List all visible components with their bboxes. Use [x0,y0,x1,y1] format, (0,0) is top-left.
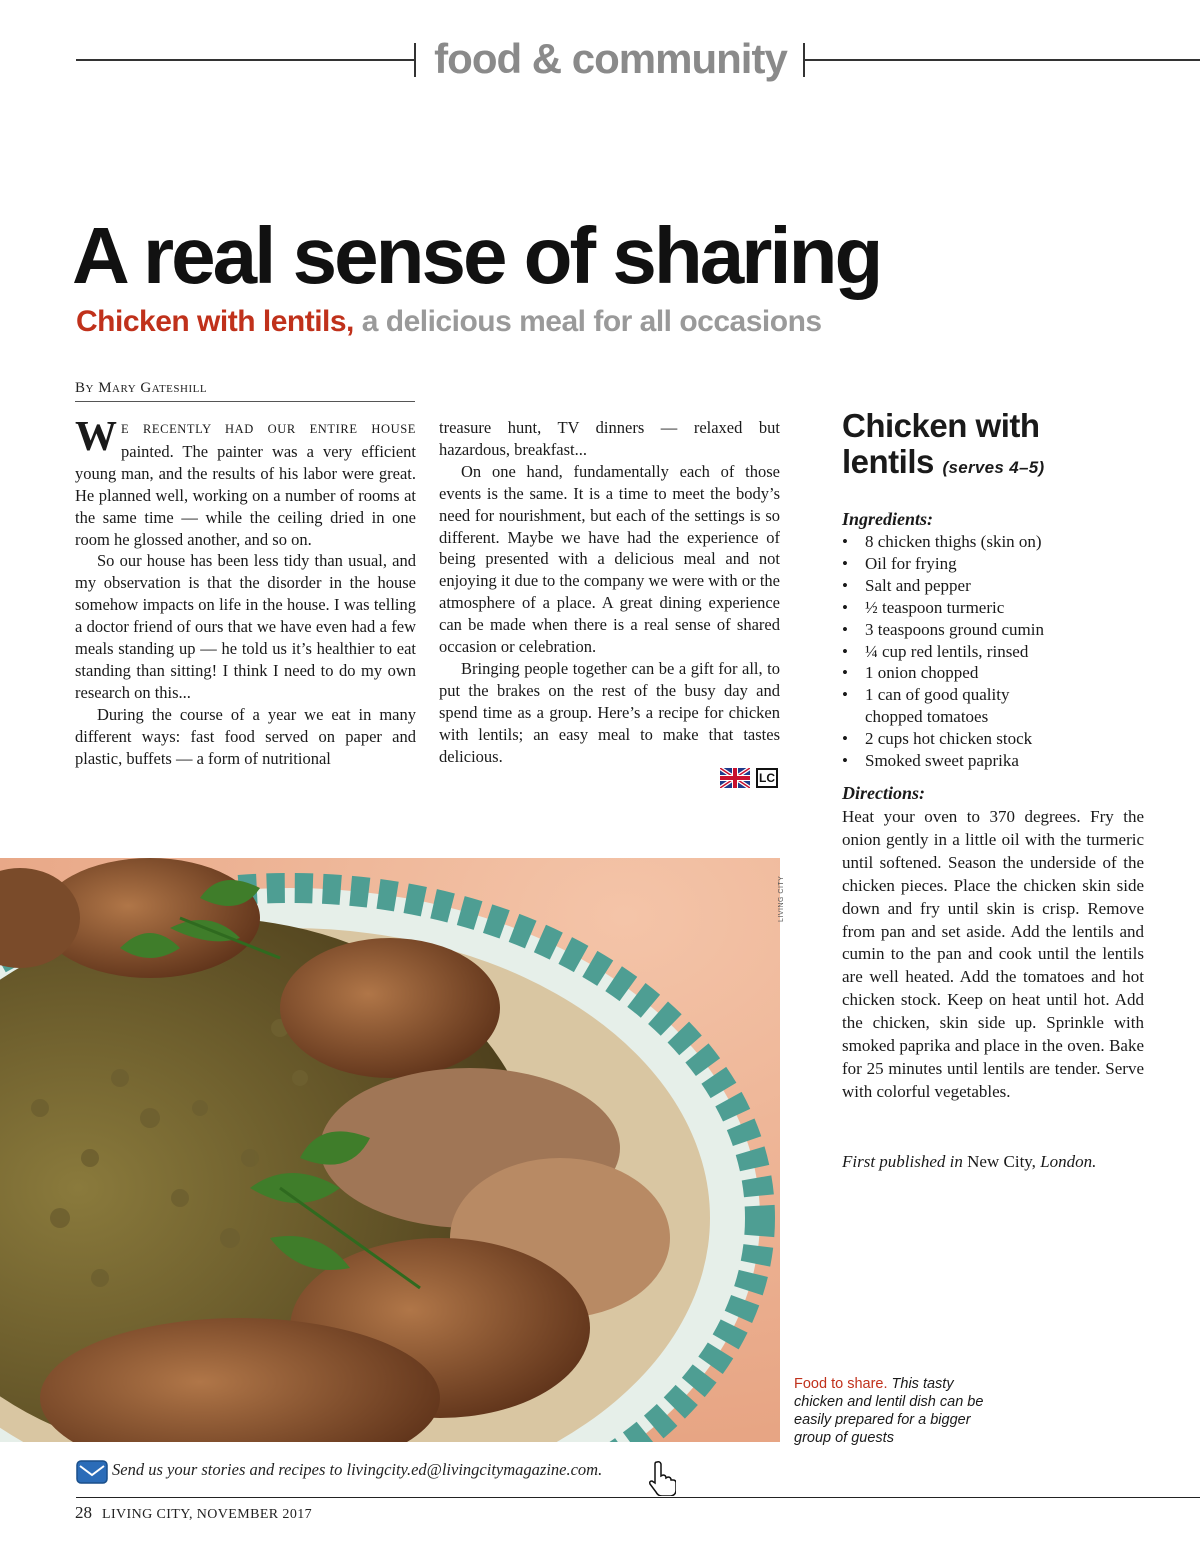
byline [75,380,415,402]
article-paragraph: On one hand, fundamentally each of those events is the same. It is a time to meet the body’s need for nourishment, but each of the settings is so different. Maybe we have had the experience of being presented with a delicious meal and not enjoying it due to the company we were with or the atmosphere of a place. A great dining experience can be made when there is a real sense of shared occasion or celebration. [439,461,780,657]
ingredients-label: Ingredients: [842,509,934,529]
article-paragraph: So our house has been less tidy than usual, and my observation is that the disorder in the house somehow impacts on life in the house. I was telling a doctor friend of ours that we have even had a few meals standing up — he told us it’s healthier to eat standing than sitting! I think I need to do my own research on this... [75,551,416,702]
recipe-title-word: lentils [842,443,934,480]
section-rule-right [805,59,1200,61]
photo-credit: LIVING CITY [778,875,785,922]
drop-cap: W [75,414,117,460]
ingredient-item: • 8 chicken thighs (skin on) [842,531,1142,553]
article-paragraph: Bringing people together can be a gift for all, to put the brakes on the rest of the busy day and spend time as a group. Here’s a recipe for chicken with lentils; an easy meal to make that tastes delicious. [439,658,780,766]
lead-in: E RECENTLY HAD OUR ENTIRE HOUSE [121,422,416,436]
article-paragraph [75,414,416,550]
folio [75,1503,312,1523]
ingredient-item: • ¼ cup red lentils, rinsed [842,641,1142,663]
headline: A real sense of sharing [72,211,881,300]
ingredient-item: • 1 can of good quality chopped tomatoes [842,684,1065,728]
ingredient-item: • Smoked sweet paprika [842,750,1142,772]
directions-label: Directions: [842,783,925,803]
byline-text: By Mary Gateshill [75,380,208,396]
published-place: London. [1040,1152,1097,1171]
article-paragraph: treasure hunt, TV dinners — relaxed but hazardous, breakfast... [439,418,780,459]
recipe-title [842,408,1172,486]
directions-text: Heat your oven to 370 degrees. Fry the onion gently in a little oil with the turmeric until softened. Season the underside of the chicken pieces. Place the chicken skin side down and fry until skin is crisp. Remove from pan and set aside. Add the lentils and cumin to the pan and cook until the lentils are well heated. Add the tomatoes and hot chicken stock. Keep on heat until hot. Add the chicken, skin side up. Sprinkle with smoked paprika and place in the oven. Bake for 25 minutes until lentils are tender. Serve with colorful vegetables. [842,807,1144,1101]
footer-rule [76,1497,1200,1498]
page-number: 28 [75,1503,92,1522]
recipe-title-line1: Chicken with [842,407,1040,444]
photo-caption [794,1375,994,1447]
section-title: food & community [434,35,787,82]
submission-link[interactable]: Send us your stories and recipes to livingcity.ed@livingcitymagazine.com. [112,1460,603,1479]
subhead-highlight: Chicken with lentils, [76,305,354,338]
ingredient-item: • ½ teaspoon turmeric [842,597,1142,619]
section-tick-left [414,43,416,77]
caption-text: This tasty chicken and lentil dish can be easily prepared for a bigger group of guests [794,1376,984,1446]
published-note [842,1151,1162,1173]
ingredient-item: • Salt and pepper [842,575,1142,597]
subhead [76,302,1076,342]
section-rule-left [76,59,416,61]
published-prefix: First published in [842,1152,963,1171]
food-photo-illustration [0,858,780,1442]
article-column-1 [75,414,416,770]
living-city-logo: LC [756,768,778,788]
publication-info: LIVING CITY, NOVEMBER 2017 [102,1507,313,1522]
ingredients-list [842,531,1142,772]
hand-cursor-icon [648,1460,676,1496]
uk-flag-icon [720,768,750,788]
ingredient-item: • Oil for frying [842,553,1142,575]
paragraph-text: painted. The painter was a very efficient young man, and the results of his labor were great. He planned well, working on a number of rooms at the same time — while the ceiling dried in one room he glossed another, and so on. [75,441,416,549]
recipe-serves: (serves 4–5) [942,458,1045,477]
ingredient-item: • 3 teaspoons ground cumin [842,619,1142,641]
article-column-2 [439,417,780,768]
ingredient-item: • 2 cups hot chicken stock [842,728,1142,750]
caption-lead: Food to share. [794,1376,888,1392]
envelope-icon[interactable] [76,1458,108,1486]
ingredient-item: • 1 onion chopped [842,662,1142,684]
food-photo [0,858,780,1442]
article-paragraph: During the course of a year we eat in many different ways: fast food served on paper and plastic, buffets — a form of nutritional [75,704,416,768]
subhead-rest: a delicious meal for all occasions [361,305,822,338]
recipe-title-line2 [842,444,1172,486]
published-city: New City, [967,1152,1036,1171]
